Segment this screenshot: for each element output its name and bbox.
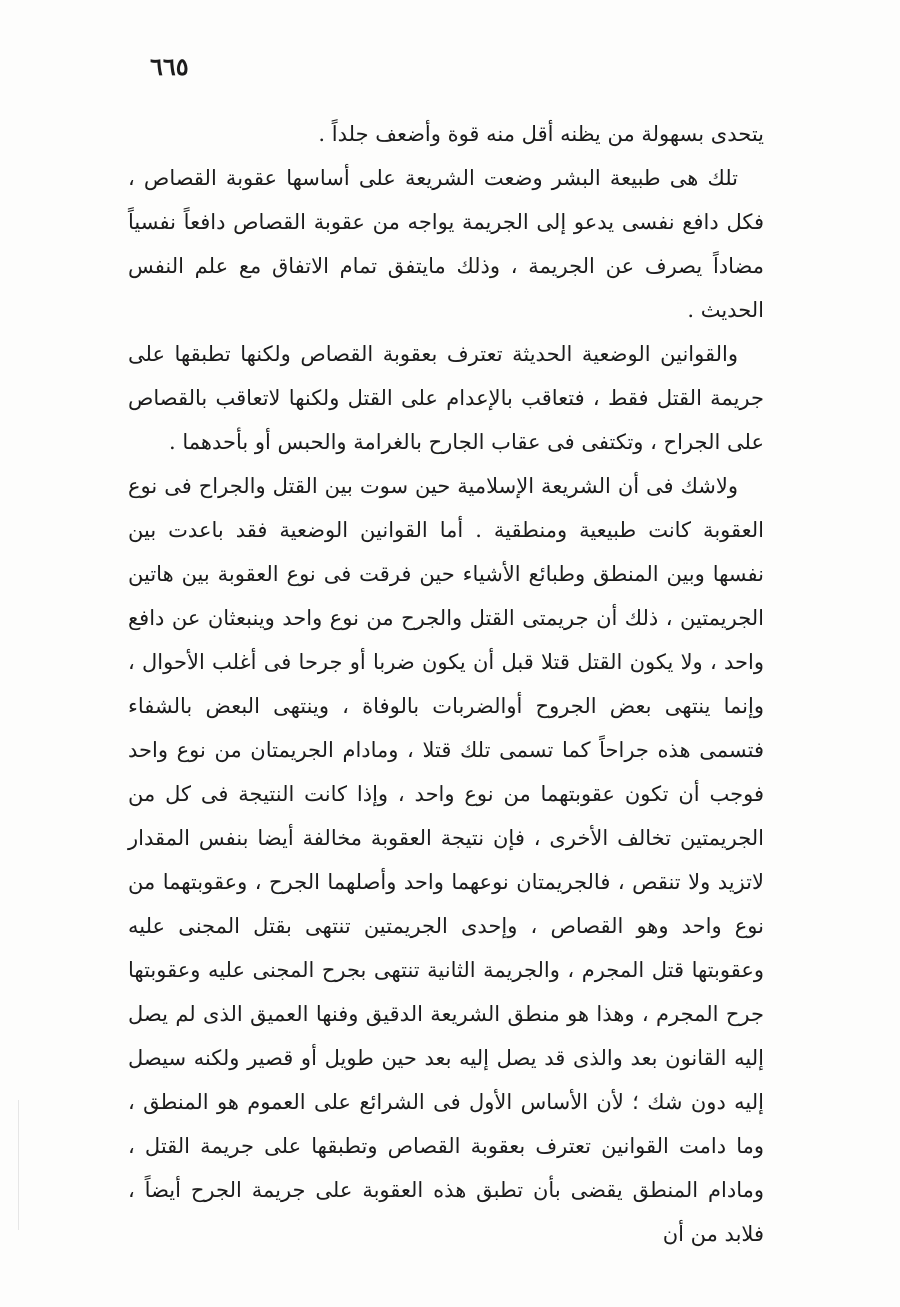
page-number: ٦٦٥ <box>150 52 189 81</box>
paragraph-modern-laws: والقوانين الوضعية الحديثة تعترف بعقوبة القصاص ولكنها تطبقها على جريمة القتل فقط ، فتعاقب بالإعدام على القتل ولكنها لاتعاقب بالقصاص على الجراح ، وتكتفى فى عقاب الجارح بالغرامة والحبس أو بأحدهما . <box>128 342 764 454</box>
scan-edge-mark <box>18 1100 19 1230</box>
page-body <box>128 112 764 1256</box>
paragraph-continuation: يتحدى بسهولة من يظنه أقل منه قوة وأضعف جلداً . <box>318 122 764 146</box>
paragraph-human-nature: تلك هى طبيعة البشر وضعت الشريعة على أساسها عقوبة القصاص ، فكل دافع نفسى يدعو إلى الجريمة يواجه من عقوبة القصاص دافعاً نفسياً مضاداً يصرف عن الجريمة ، وذلك مايتفق تمام الاتفاق مع علم النفس الحديث . <box>128 166 764 322</box>
paragraph-killing-and-wounding: ولاشك فى أن الشريعة الإسلامية حين سوت بين القتل والجراح فى نوع العقوبة كانت طبيعية ومنطقية . أما القوانين الوضعية فقد باعدت بين نفسها وبين المنطق وطبائع الأشياء حين فرقت فى نوع العقوبة بين هاتين الجريمتين ، ذلك أن جريمتى القتل والجرح من نوع واحد وينبعثان عن دافع واحد ، ولا يكون القتل قتلا قبل أن يكون ضربا أو جرحا فى أغلب الأحوال ، وإنما ينتهى بعض الجروح أوالضربات بالوفاة ، وينتهى البعض بالشفاء فتسمى هذه جراحاً كما تسمى تلك قتلا ، ومادام الجريمتان من نوع واحد فوجب أن تكون عقوبتهما من نوع واحد ، وإذا كانت النتيجة فى كل من الجريمتين تخالف الأخرى ، فإن نتيجة العقوبة مخالفة أيضا بنفس المقدار لاتزيد ولا تنقص ، فالجريمتان نوعهما واحد وأصلهما الجرح ، وعقوبتهما من نوع واحد وهو القصاص ، وإحدى الجريمتين تنتهى بقتل المجنى عليه وعقوبتها قتل المجرم ، والجريمة الثانية تنتهى بجرح المجنى عليه وعقوبتها جرح المجرم ، وهذا هو منطق الشريعة الدقيق وفنها العميق الذى لم يصل إليه القانون بعد والذى قد يصل إليه بعد حين طويل أو قصير ولكنه سيصل إليه دون شك ؛ لأن الأساس الأول فى الشرائع على العموم هو المنطق ، وما دامت القوانين تعترف بعقوبة القصاص وتطبقها على جريمة القتل ، ومادام المنطق يقضى بأن تطبق هذه العقوبة على جريمة الجرح أيضاً ، فلابد من أن <box>128 474 764 1246</box>
